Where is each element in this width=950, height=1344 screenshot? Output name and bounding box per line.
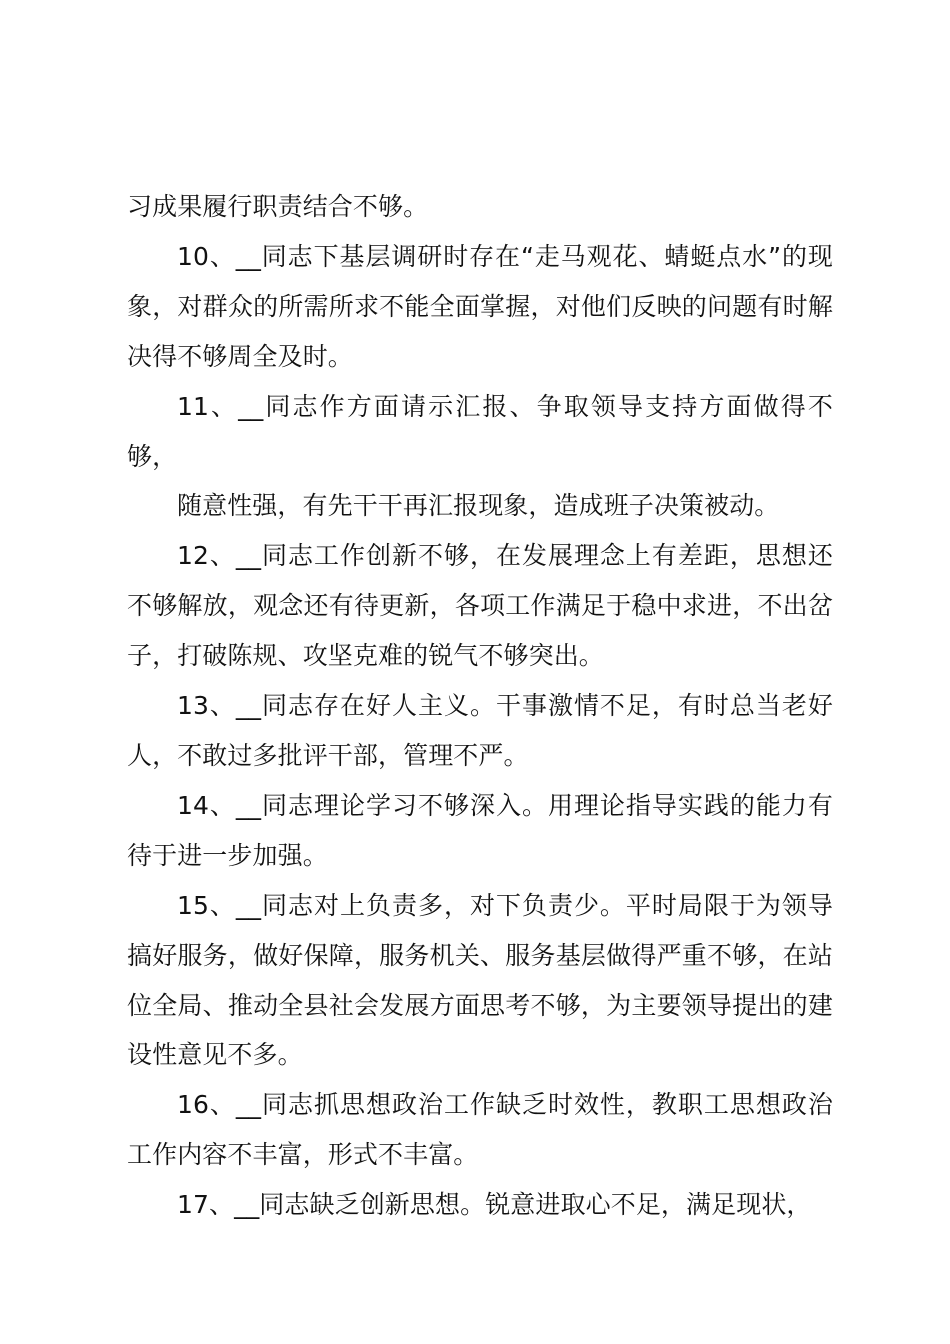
paragraph-item-11-continued: 随意性强，有先干干再汇报现象，造成班子决策被动。: [177, 491, 780, 521]
paragraph-item-17: 17、__同志缺乏创新思想。锐意进取心不足，满足现状，: [177, 1190, 812, 1220]
paragraph-continuation: 习成果履行职责结合不够。: [127, 192, 429, 221]
paragraph-item-16: 16、__同志抓思想政治工作缺乏时效性，教职工思想政治工作内容不丰富，形式不丰富。: [127, 1090, 833, 1170]
paragraph-item-15: 15、__同志对上负责多，对下负责少。平时局限于为领导搞好服务，做好保障，服务机关、服务基层做得严重不够，在站位全局、推动全县社会发展方面思考不够，为主要领导提出的建设性意见不多。: [127, 890, 833, 1070]
paragraph-item-12: 12、__同志工作创新不够，在发展理念上有差距，思想还不够解放，观念还有待更新，各项工作满足于稳中求进，不出岔子，打破陈规、攻坚克难的锐气不够突出。: [127, 541, 833, 671]
paragraph-item-11: 11、__同志作方面请示汇报、争取领导支持方面做得不够，: [127, 391, 833, 471]
paragraph-item-14: 14、__同志理论学习不够深入。用理论指导实践的能力有待于进一步加强。: [127, 790, 833, 870]
paragraph-item-13: 13、__同志存在好人主义。干事激情不足，有时总当老好人，不敢过多批评干部，管理不严。: [127, 691, 833, 770]
document-body: [127, 182, 833, 1230]
paragraph-item-10: 10、__同志下基层调研时存在“走马观花、蜻蜓点水”的现象，对群众的所需所求不能全面掌握，对他们反映的问题有时解决得不够周全及时。: [127, 241, 833, 371]
